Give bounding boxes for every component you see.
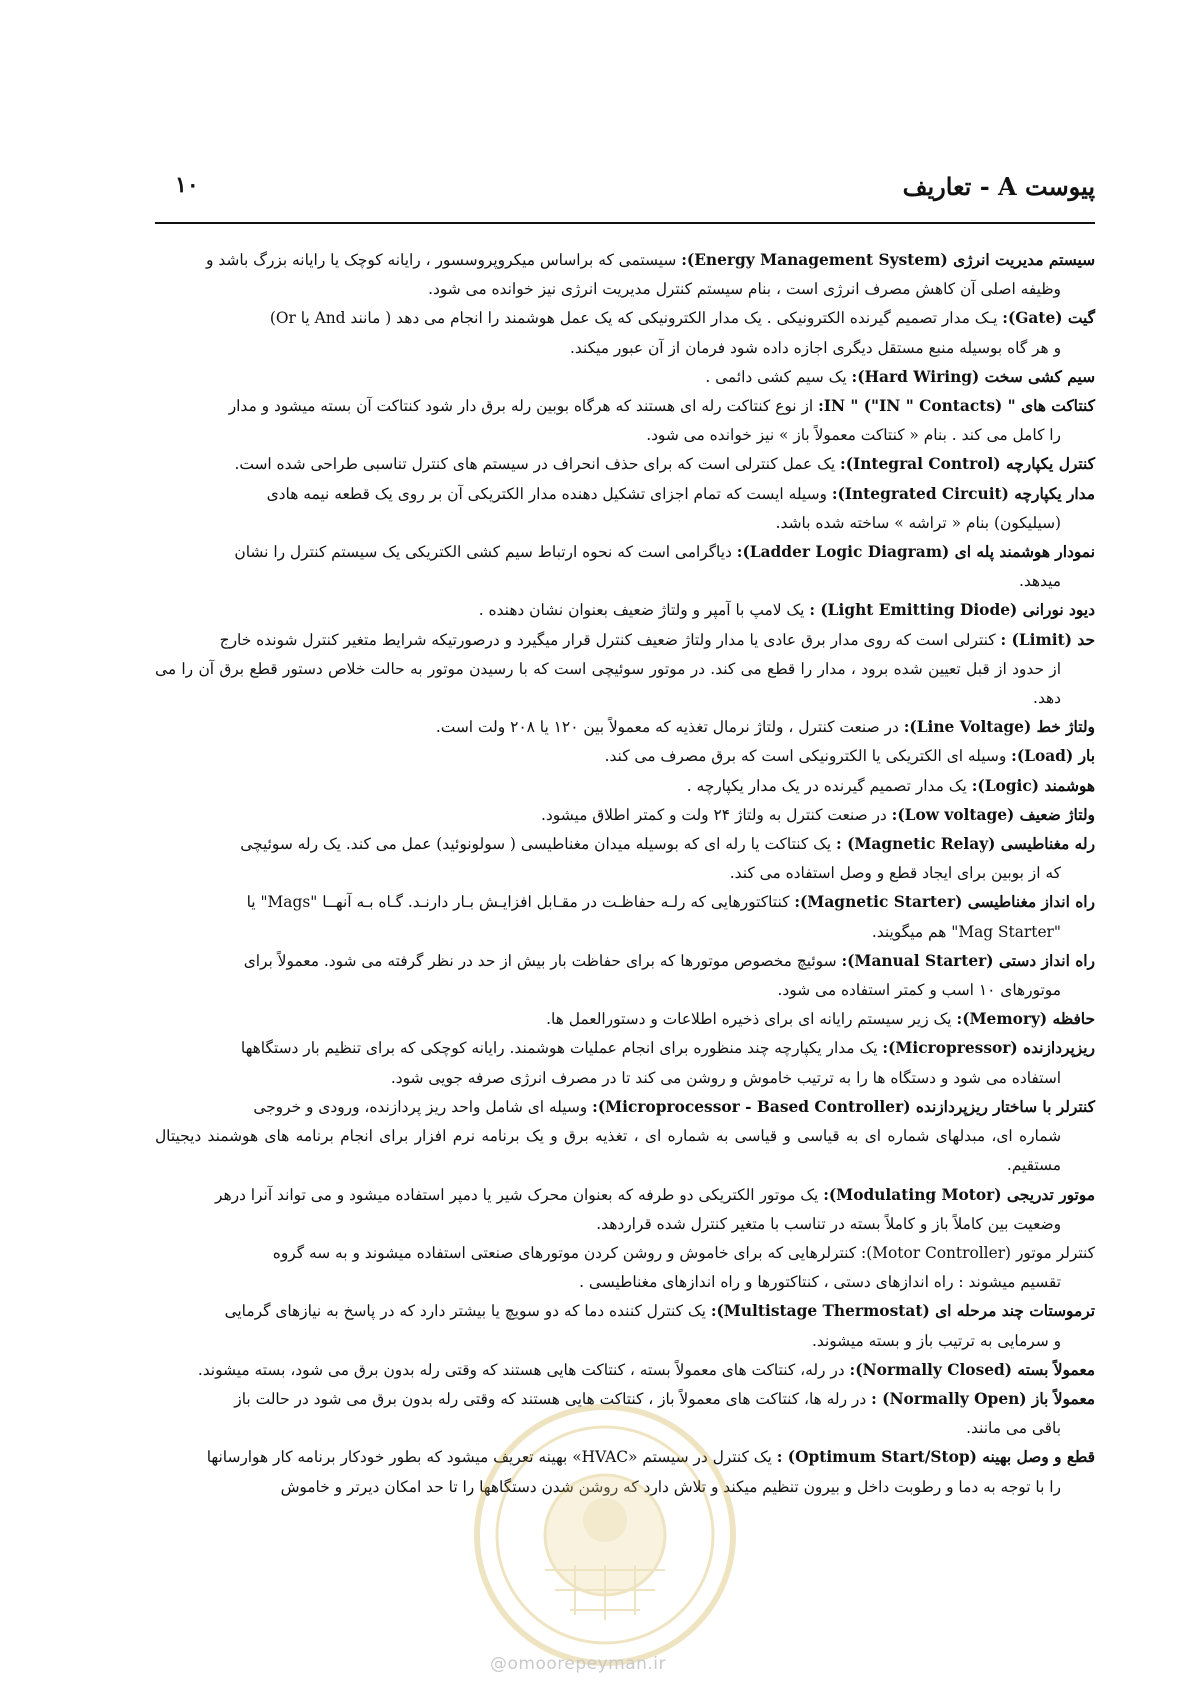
glossary-definition-continued: و هر گاه بوسیله منبع مستقل دیگری اجازه داده شود فرمان از آن عبور میکند. [570,338,1061,357]
glossary-term: کنترلر موتور (Motor Controller): [861,1243,1095,1262]
glossary-term: ترموستات چند مرحله ای (Multistage Thermostat): [710,1302,1095,1321]
page-title: پیوست A - تعاریف [902,172,1095,201]
glossary-entry [155,1005,1095,1034]
glossary-entry [155,392,1095,450]
page-header [155,168,1095,212]
glossary-term: راه انداز دستی (Manual Starter): [841,951,1095,970]
glossary-term: راه انداز مغناطیسی (Magnetic Starter): [794,893,1095,912]
glossary-definition: در صنعت کنترل به ولتاژ ۲۴ ولت و کمتر اطلاق میشود. [541,805,887,824]
glossary-entry [155,1239,1095,1297]
glossary-definition-continued: (سیلیکون) بنام « تراشه » ساخته شده باشد. [775,513,1061,532]
glossary-term: بار (Load): [1011,747,1095,766]
glossary-definition: در رله، کنتاکت های معمولاً بسته ، کنتاکت هایی هستند که وقتی رله بدون برق می شود، بسته میشوند. [197,1360,845,1379]
glossary-term: موتور تدریجی (Modulating Motor): [823,1185,1095,1204]
glossary-entry [155,888,1095,946]
glossary-definition: وسیله ای الکتریکی یا الکترونیکی است که برق مصرف می کند. [604,747,1007,766]
glossary-term: حافظه (Memory): [956,1010,1095,1029]
glossary-entry [155,713,1095,742]
glossary-list [155,246,1095,1502]
glossary-term: معمولاً باز (Normally Open) : [871,1389,1095,1408]
glossary-entry [155,1181,1095,1239]
glossary-definition: از نوع کنتاکت رله ای هستند که هرگاه بوبین رله برق دار شود کنتاکت آن بسته میشود و مدار [228,397,814,416]
glossary-definition-continued: وضعیت بین کاملاً باز و کاملاً بسته در تناسب با متغیر کنترل شده قراردهد. [596,1214,1061,1233]
glossary-entry [155,742,1095,771]
glossary-definition: کنترلی است که روی مدار برق عادی یا مدار ولتاژ ضعیف کنترل قرار میگیرد و درصورتیکه شرایط متغیر کنترل شونده خارج [219,630,996,649]
glossary-definition: یک مدار تصمیم گیرنده در یک مدار یکپارچه . [686,776,967,795]
glossary-definition-continued: "Mag Starter" هم میگویند. [871,922,1061,941]
glossary-entry [155,596,1095,625]
glossary-definition: در صنعت کنترل ، ولتاژ نرمال تغذیه که معمولاً بین ۱۲۰ یا ۲۰۸ ولت است. [435,718,899,737]
glossary-entry [155,947,1095,1005]
glossary-definition: یک کنترل در سیستم «HVAC» بهینه تعریف میشود که بطور خودکار برنامه کار هوارسانها [206,1448,772,1467]
glossary-definition: کنتاکتورهایی که رلـه حفاظـت در مقـابل افزایـش بـار دارنـد. گـاه بـه آنهــا "Mags" یا [246,893,790,912]
glossary-definition-continued: باقی می مانند. [966,1419,1061,1438]
glossary-term: ولتاژ خط (Line Voltage): [903,718,1095,737]
glossary-definition: یک مدار یکپارچه چند منظوره برای انجام عملیات هوشمند. رایانه کوچکی که برای تنظیم بار دستگاهها [240,1039,878,1058]
glossary-term: مدار یکپارچه (Integrated Circuit): [831,484,1095,503]
glossary-entry [155,772,1095,801]
glossary-definition: یک سیم کشی دائمی . [705,367,847,386]
glossary-entry [155,1093,1095,1181]
glossary-entry [155,830,1095,888]
glossary-entry [155,1356,1095,1385]
glossary-entry [155,626,1095,714]
seal-watermark-icon [470,1400,740,1670]
glossary-entry [155,450,1095,479]
glossary-definition: یک لامپ با آمپر و ولتاژ ضعیف بعنوان نشان دهنده . [478,601,805,620]
glossary-entry [155,246,1095,304]
glossary-definition: سیستمی که براساس میکروپروسسور ، رایانه کوچک یا رایانه بزرگ باشد و [206,251,677,269]
glossary-term: کنتاکت های " IN " ("IN " Contacts): [818,397,1095,416]
glossary-definition-continued: وظیفه اصلی آن کاهش مصرف انرژی است ، بنام سیستم کنترل مدیریت انرژی نیز خوانده می شود. [428,280,1061,299]
glossary-definition: یک کنتاکت یا رله ای که بوسیله میدان مغناطیسی ( سولونوئید) عمل می کند. یک رله سوئیچی [240,835,832,854]
glossary-term: نمودار هوشمند پله ای (Ladder Logic Diagram): [736,543,1095,562]
glossary-definition-continued: تقسیم میشوند : راه اندازهای دستی ، کنتاکتورها و راه اندازهای مغناطیسی . [579,1273,1061,1292]
glossary-term: کنترلر با ساختار ریزپردازنده (Microprocessor - Based Controller): [592,1097,1095,1116]
glossary-term: رله مغناطیسی (Magnetic Relay) : [836,835,1095,854]
glossary-definition: وسیله ای شامل واحد ریز پردازنده، ورودی و خروجی [253,1097,588,1116]
glossary-definition-continued: که از بوبین برای ایجاد قطع و وصل استفاده می کند. [729,864,1061,883]
glossary-definition-continued: استفاده می شود و دستگاه ها را به ترتیب خاموش و روشن می کند تا در مصرف انرژی صرفه جویی شود. [390,1068,1061,1087]
glossary-entry [155,480,1095,538]
glossary-term: معمولاً بسته (Normally Closed): [849,1360,1095,1379]
glossary-entry [155,1034,1095,1092]
glossary-term: گیت (Gate): [1002,309,1095,328]
header-divider [155,222,1095,224]
glossary-term: سیم کشی سخت (Hard Wiring): [851,367,1095,386]
glossary-definition: یک موتور الکتریکی دو طرفه که بعنوان محرک شیر یا دمپر استفاده میشود و می تواند آنرا درهر [214,1185,819,1204]
watermark-text: @omoorepeyman.ir [490,1654,667,1674]
page-number: ۱۰ [175,172,199,198]
glossary-entry [155,801,1095,830]
glossary-definition: یک عمل کنترلی است که برای حذف انحراف در سیستم های کنترل تناسبی طراحی شده است. [234,455,836,474]
glossary-entry [155,304,1095,362]
glossary-term: دیود نورانی (Light Emitting Diode) : [809,601,1095,620]
glossary-definition: سوئیچ مخصوص موتورها که برای حفاظت بار بیش از حد در نظر گرفته می شود. معمولاً برای [243,951,837,970]
glossary-definition-continued: موتورهای ۱۰ اسب و کمتر استفاده می شود. [777,981,1061,1000]
glossary-definition: یـک مدار تصمیم گیرنده الکترونیکی . یک مدار الکترونیکی که یک عمل هوشمند را انجام می دهد ( مانند And یا Or) [269,309,998,328]
glossary-definition: یک کنترل کننده دما که دو سویچ یا بیشتر دارد که در پاسخ به نیازهای گرمایی [224,1302,706,1321]
glossary-term: سیستم مدیریت انرژی (Energy Management System): [681,251,1095,269]
glossary-entry [155,538,1095,596]
glossary-definition-continued: میدهد. [1018,572,1061,591]
glossary-definition-continued: شماره ای، مبدلهای شماره ای به قیاسی و قیاسی به شماره ای ، تغذیه برق و یک برنامه نرم افزار برای انجام برنامه های هوشمند دیجیتال مستقیم. [155,1127,1061,1175]
glossary-definition: یک زیر سیستم رایانه ای برای ذخیره اطلاعات و دستورالعمل ها. [546,1010,952,1029]
glossary-definition: کنترلرهایی که برای خاموش و روشن کردن موتورهای صنعتی استفاده میشوند و به سه گروه [272,1243,857,1262]
glossary-definition-continued: از حدود از قبل تعیین شده برود ، مدار را قطع می کند. در موتور سوئیچی است که با رسیدن موتور به حالت خلاص دستور قطع برق آن را می دهد. [155,659,1061,708]
glossary-definition-continued: را کامل می کند . بنام « کنتاکت معمولاً باز » نیز خوانده می شود. [646,426,1061,445]
glossary-term: هوشمند (Logic): [971,776,1095,795]
glossary-term: کنترل یکپارچه (Integral Control): [840,455,1095,474]
glossary-entry [155,1297,1095,1355]
glossary-definition: دیاگرامی است که نحوه ارتباط سیم کشی الکتریکی یک سیستم کنترل را نشان [234,543,732,562]
glossary-definition: در رله ها، کنتاکت های معمولاً باز ، کنتاکت هایی هستند که وقتی رله بدون برق می شود در حالت باز [234,1389,867,1408]
glossary-term: ولتاژ ضعیف (Low voltage): [891,805,1095,824]
glossary-entry [155,363,1095,392]
glossary-definition-continued: را با توجه به دما و رطوبت داخل و بیرون تنظیم میکند و تلاش دارد که روشن شدن دستگاهها را تا حد امکان دیرتر و خاموش [280,1477,1061,1496]
glossary-term: حد (Limit) : [1000,630,1095,649]
glossary-definition-continued: و سرمایی به ترتیب باز و بسته میشوند. [811,1331,1061,1350]
glossary-definition: وسیله ایست که تمام اجزای تشکیل دهنده مدار الکتریکی آن بر روی یک قطعه نیمه هادی [266,484,827,503]
glossary-term: قطع و وصل بهینه (Optimum Start/Stop) : [776,1448,1095,1467]
glossary-term: ریزپردازنده (Micropressor): [882,1039,1095,1058]
